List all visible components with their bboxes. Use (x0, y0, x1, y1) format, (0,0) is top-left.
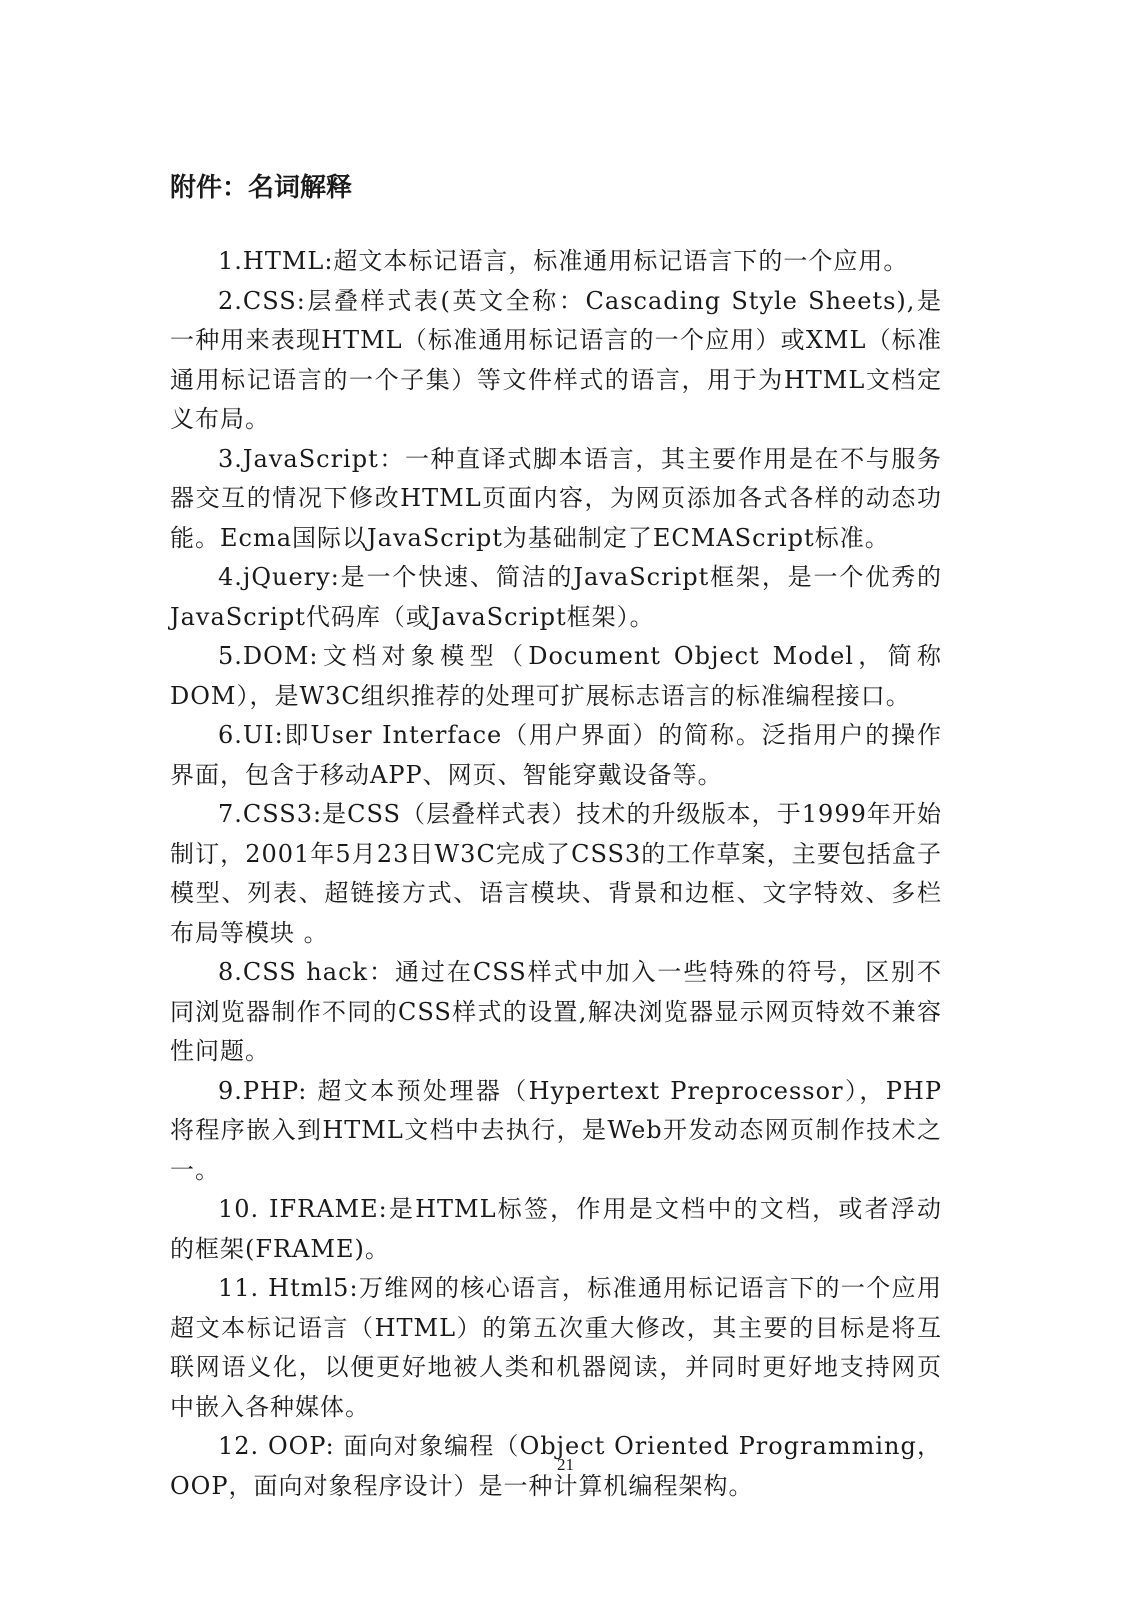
section-heading: 附件：名词解释 (170, 173, 353, 203)
glossary-entry-dom: 5.DOM:文档对象模型（Document Object Model，简称DOM），是W3C组织推荐的处理可扩展标志语言的标准编程接口。 (170, 642, 942, 710)
glossary-entry-css: 2.CSS:层叠样式表(英文全称：Cascading Style Sheets),是一种用来表现HTML（标准通用标记语言的一个应用）或XML（标准通用标记语言的一个子集）等文件样式的语言，用于为HTML文档定义布局。 (170, 286, 942, 433)
glossary-entry-ui: 6.UI:即User Interface（用户界面）的简称。泛指用户的操作界面，包含于移动APP、网页、智能穿戴设备等。 (170, 721, 942, 789)
glossary-list (170, 242, 942, 1506)
glossary-entry-oop: 12. OOP: 面向对象编程（Object Oriented Programming，OOP，面向对象程序设计）是一种计算机编程架构。 (170, 1432, 942, 1500)
glossary-entry-iframe: 10. IFRAME:是HTML标签，作用是文档中的文档，或者浮动的框架(FRAME)。 (170, 1195, 942, 1263)
glossary-entry-php: 9.PHP: 超文本预处理器（Hypertext Preprocessor），PHP将程序嵌入到HTML文档中去执行，是Web开发动态网页制作技术之一。 (170, 1076, 942, 1184)
glossary-entry-css3: 7.CSS3:是CSS（层叠样式表）技术的升级版本，于1999年开始制订，2001年5月23日W3C完成了CSS3的工作草案，主要包括盒子模型、列表、超链接方式、语言模块、背景和边框、文字特效、多栏布局等模块 。 (170, 800, 942, 947)
glossary-entry-html5: 11. Html5:万维网的核心语言，标准通用标记语言下的一个应用超文本标记语言（HTML）的第五次重大修改，其主要的目标是将互联网语义化，以便更好地被人类和机器阅读，并同时更好地支持网页中嵌入各种媒体。 (170, 1274, 942, 1421)
glossary-entry-html: 1.HTML:超文本标记语言，标准通用标记语言下的一个应用。 (218, 247, 909, 275)
glossary-entry-jquery: 4.jQuery:是一个快速、简洁的JavaScript框架，是一个优秀的JavaScript代码库（或JavaScript框架）。 (170, 563, 942, 631)
glossary-entry-css-hack: 8.CSS hack：通过在CSS样式中加入一些特殊的符号，区别不同浏览器制作不同的CSS样式的设置,解决浏览器显示网页特效不兼容性问题。 (170, 958, 942, 1065)
glossary-entry-javascript: 3.JavaScript：一种直译式脚本语言，其主要作用是在不与服务器交互的情况下修改HTML页面内容，为网页添加各式各样的动态功能。Ecma国际以JavaScript为基础制定了ECMAScript标准。 (170, 444, 942, 552)
page-number: 21 (557, 1455, 574, 1474)
